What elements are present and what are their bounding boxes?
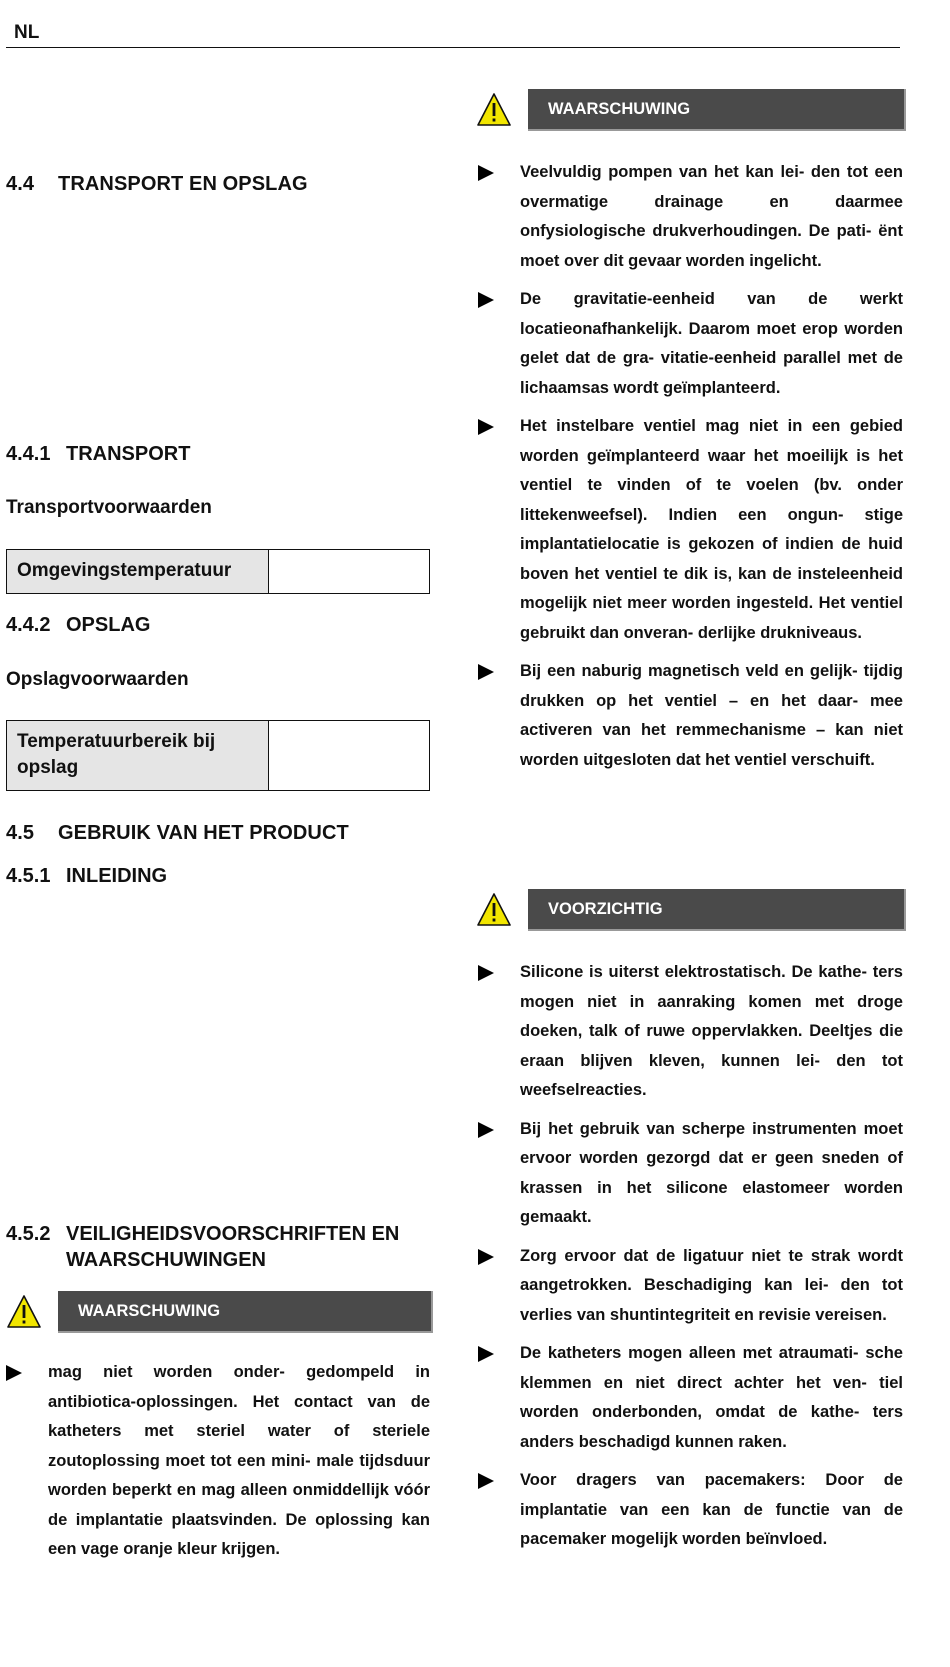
warning-callout-right bbox=[476, 89, 906, 131]
heading-4-5 bbox=[6, 822, 349, 845]
caution-label: VOORZICHTIG bbox=[528, 889, 906, 931]
warning-label: WAARSCHUWING bbox=[58, 1291, 433, 1333]
heading-text: TRANSPORT bbox=[66, 443, 191, 465]
arrow-bullet-icon bbox=[478, 1122, 494, 1138]
header-rule bbox=[6, 47, 900, 48]
heading-text: VEILIGHEIDSVOORSCHRIFTEN EN WAARSCHUWINGEN bbox=[66, 1223, 400, 1271]
heading-number: 4.5 bbox=[6, 822, 35, 844]
list-item: Voor dragers van pacemakers: Door de implantatie van een kan de functie van de pacemaker mogelijk worden beïnvloed. bbox=[478, 1466, 903, 1555]
list-item: Bij het gebruik van scherpe instrumenten moet ervoor worden gezorgd dat er geen sneden of krassen in het silicone elastomeer worden gemaakt. bbox=[478, 1115, 903, 1233]
warning-triangle-icon bbox=[476, 92, 512, 128]
arrow-bullet-icon bbox=[478, 1249, 494, 1265]
caution-list bbox=[478, 958, 903, 1564]
heading-4-5-2 bbox=[6, 1221, 399, 1273]
language-code: NL bbox=[14, 22, 40, 43]
heading-text: INLEIDING bbox=[66, 865, 168, 887]
list-item: De gravitatie-eenheid van de werkt locatieonafhankelijk. Daarom moet erop worden gelet dat de gra- vitatie-eenheid parallel met de lichaamsas wordt geïmplanteerd. bbox=[478, 285, 903, 403]
arrow-bullet-icon bbox=[6, 1365, 22, 1381]
warning-list-right bbox=[478, 158, 903, 784]
storage-conditions-label: Opslagvoorwaarden bbox=[6, 669, 189, 690]
warning-list-left bbox=[6, 1358, 430, 1574]
heading-number: 4.5.2 bbox=[6, 1223, 51, 1245]
arrow-bullet-icon bbox=[478, 1473, 494, 1489]
heading-text: GEBRUIK VAN HET PRODUCT bbox=[58, 822, 349, 844]
arrow-bullet-icon bbox=[478, 165, 494, 181]
heading-4-4-1 bbox=[6, 443, 190, 466]
heading-number: 4.4.1 bbox=[6, 443, 51, 465]
table-value bbox=[269, 550, 429, 593]
heading-4-4 bbox=[6, 173, 308, 196]
arrow-bullet-icon bbox=[478, 965, 494, 981]
warning-triangle-icon bbox=[6, 1294, 42, 1330]
heading-number: 4.4 bbox=[6, 173, 35, 195]
arrow-bullet-icon bbox=[478, 292, 494, 308]
transport-conditions-label: Transportvoorwaarden bbox=[6, 497, 212, 518]
heading-text: TRANSPORT EN OPSLAG bbox=[58, 173, 308, 195]
heading-number: 4.4.2 bbox=[6, 614, 51, 636]
arrow-bullet-icon bbox=[478, 664, 494, 680]
warning-callout-left bbox=[6, 1291, 433, 1333]
list-item: De katheters mogen alleen met atraumati- sche klemmen en niet direct achter het ven- tiel worden onderbonden, omdat de kathe- ters anders beschadigd kunnen raken. bbox=[478, 1339, 903, 1457]
table-value bbox=[269, 721, 429, 790]
warning-label: WAARSCHUWING bbox=[528, 89, 906, 131]
heading-number: 4.5.1 bbox=[6, 865, 51, 887]
storage-table bbox=[6, 720, 430, 791]
list-item: Zorg ervoor dat de ligatuur niet te strak wordt aangetrokken. Beschadiging kan lei- den tot verlies van shuntintegriteit en revisie vereisen. bbox=[478, 1242, 903, 1331]
heading-text: OPSLAG bbox=[66, 614, 151, 636]
list-item: Veelvuldig pompen van het kan lei- den tot een overmatige drainage en daarmee onfysiologische drukverhoudingen. De pati- ënt moet over dit gevaar worden ingelicht. bbox=[478, 158, 903, 276]
list-item: Silicone is uiterst elektrostatisch. De kathe- ters mogen niet in aanraking komen met droge doeken, talk of ruwe oppervlakken. Deeltjes die eraan blijven kleven, kunnen lei- den tot weefselreacties. bbox=[478, 958, 903, 1106]
heading-4-5-1 bbox=[6, 865, 167, 888]
caution-callout bbox=[476, 889, 906, 931]
list-item: Het instelbare ventiel mag niet in een gebied worden geïmplanteerd waar het moeilijk is het ventiel te vinden of te voelen (bv. onder littekenweefsel). Indien een ongun- stige implantatielocatie is gekozen of indien de huid boven het ventiel te dik is, kan de insteleenheid mogelijk niet meer worden ingesteld. Het ventiel gebruikt dan onveran- derlijke drukniveaus. bbox=[478, 412, 903, 648]
list-item: mag niet worden onder- gedompeld in antibiotica-oplossingen. Het contact van de katheters met steriel water of steriele zoutoplossing moet tot een mini- male tijdsduur worden beperkt en mag alleen onmiddellijk vóór de implantatie plaatsvinden. De oplossing kan een vage oranje kleur krijgen. bbox=[6, 1358, 430, 1565]
arrow-bullet-icon bbox=[478, 419, 494, 435]
list-item: Bij een naburig magnetisch veld en gelijk- tijdig drukken op het ventiel – en het daar- mee activeren van het remmechanisme – kan niet worden uitgesloten dat het ventiel verschuift. bbox=[478, 657, 903, 775]
arrow-bullet-icon bbox=[478, 1346, 494, 1362]
table-key: Temperatuurbereik bij opslag bbox=[7, 721, 269, 790]
warning-triangle-icon bbox=[476, 892, 512, 928]
transport-table bbox=[6, 549, 430, 594]
table-key: Omgevingstemperatuur bbox=[7, 550, 269, 593]
heading-4-4-2 bbox=[6, 614, 150, 637]
